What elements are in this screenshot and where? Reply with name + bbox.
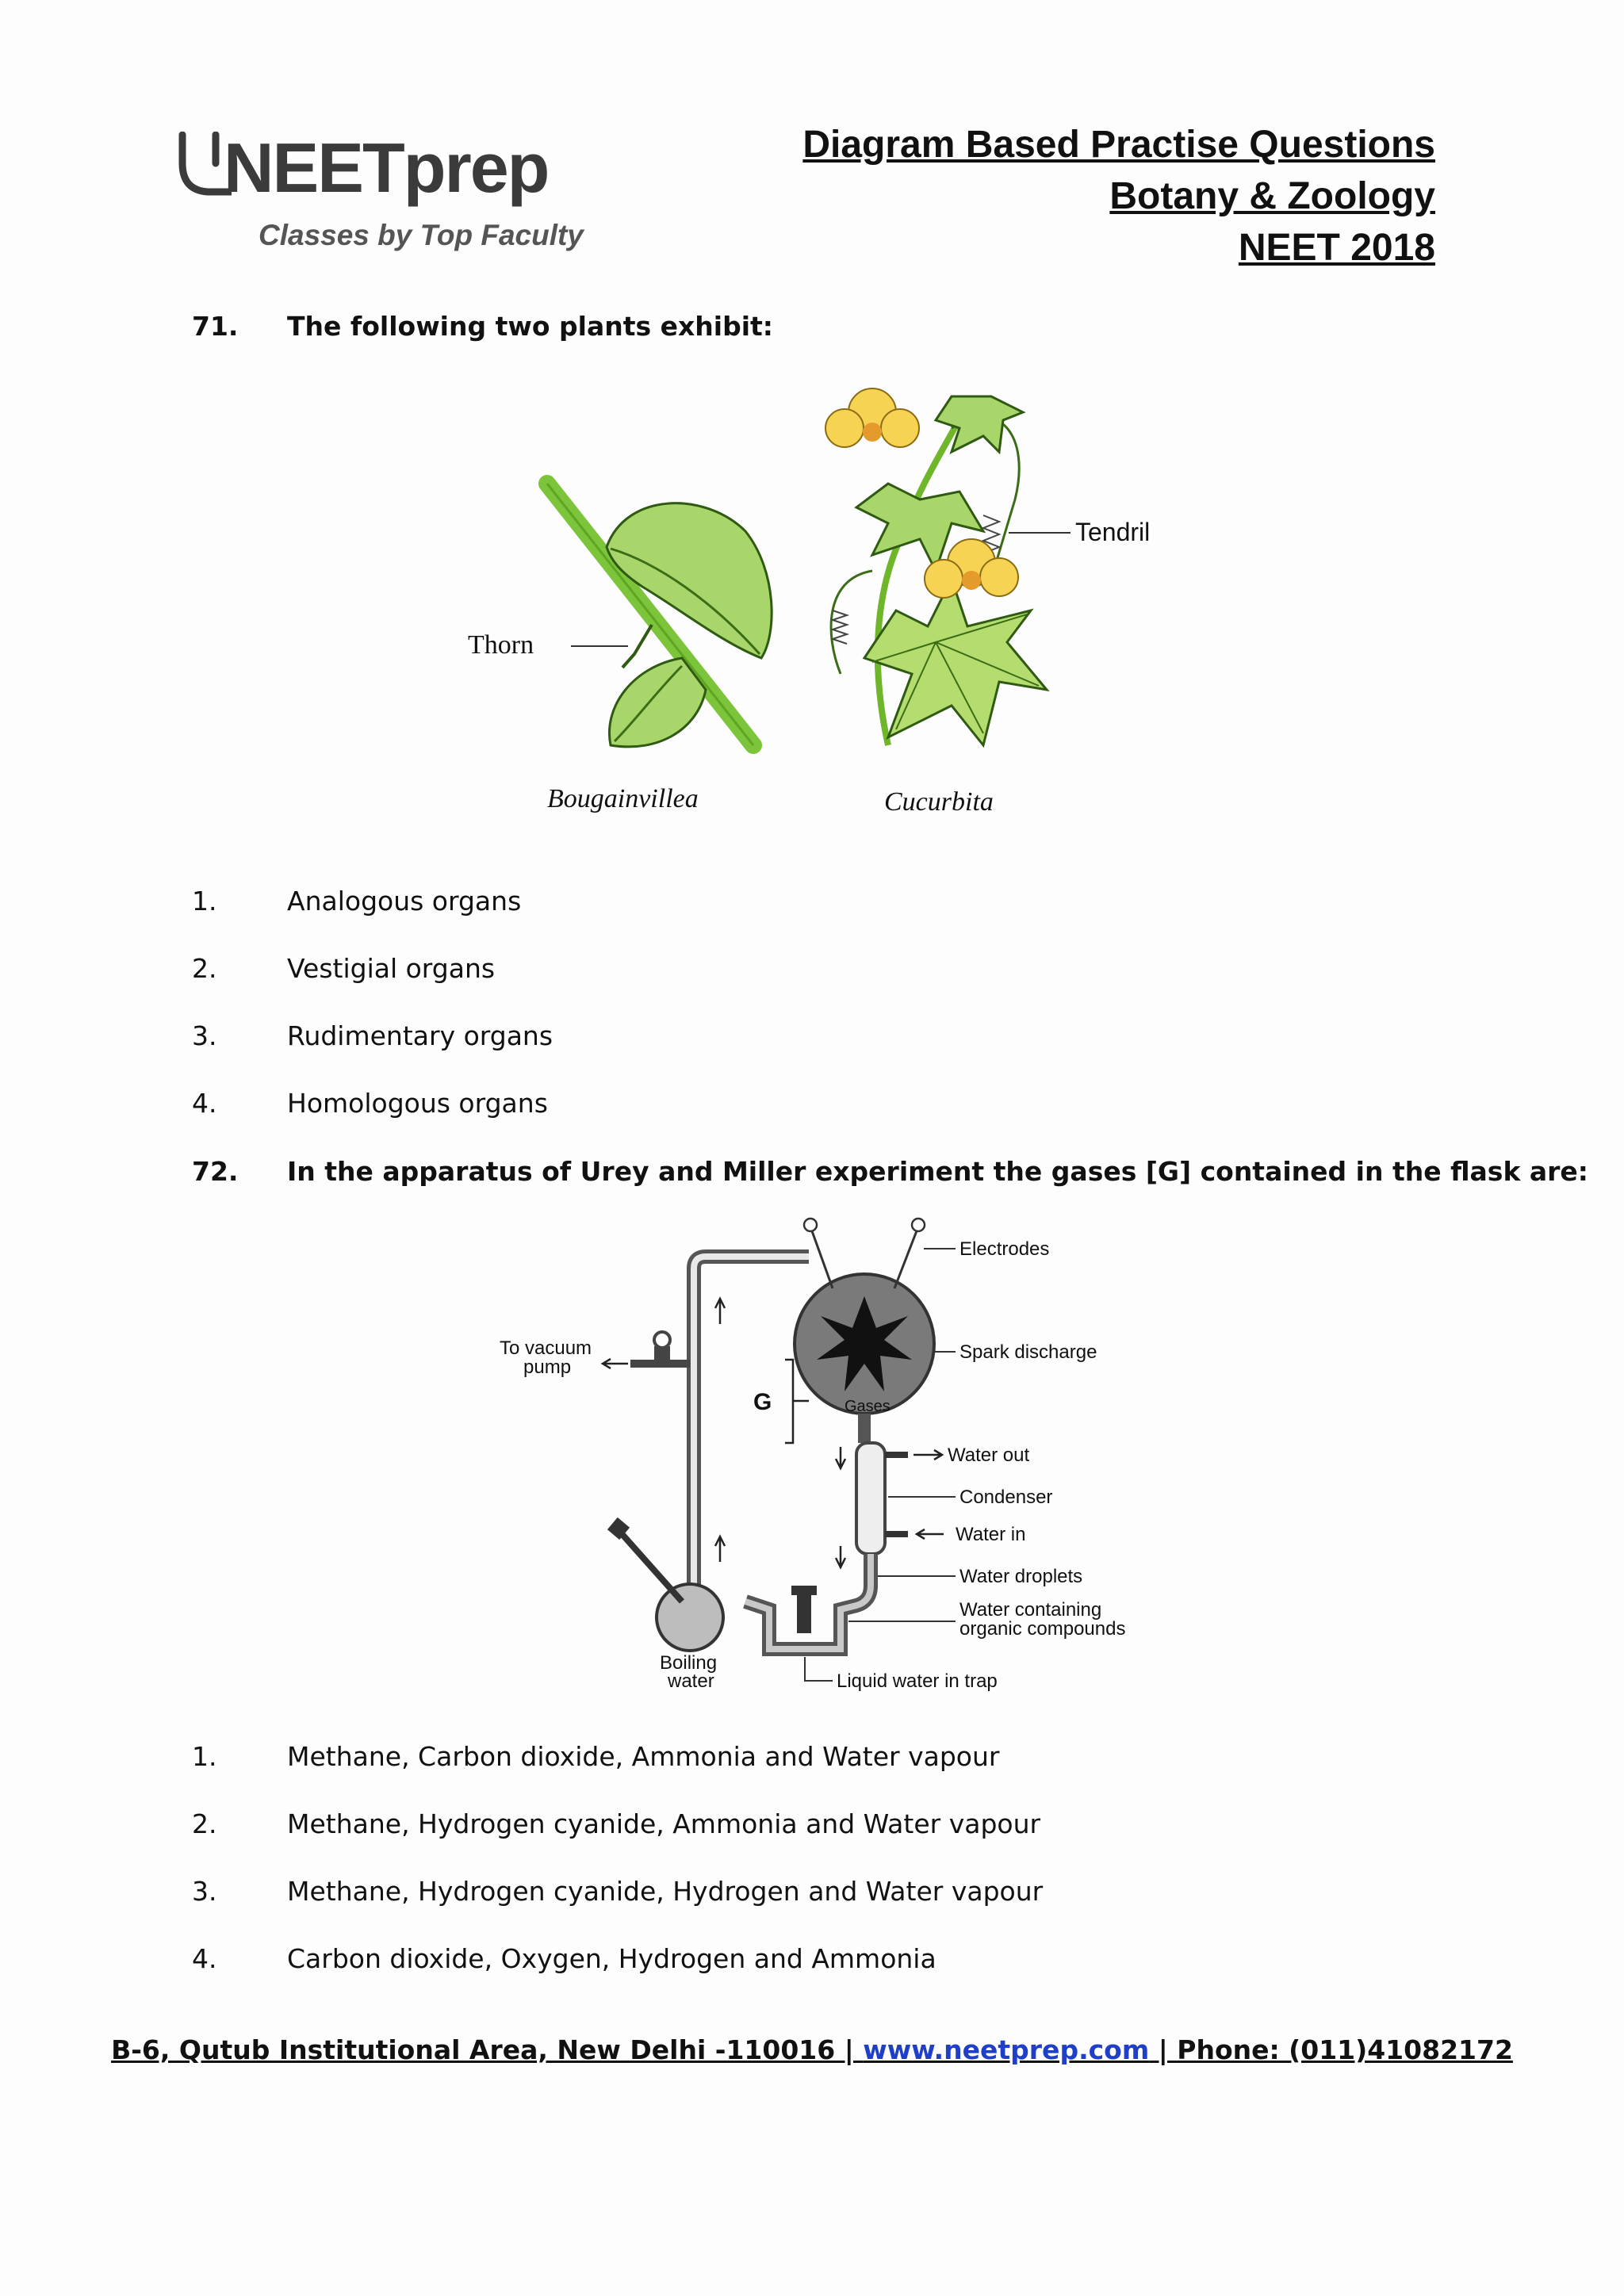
- label-boiling-1: Boiling: [660, 1652, 718, 1674]
- q71-option-4[interactable]: Homologous organs: [287, 1088, 548, 1119]
- label-g: G: [753, 1389, 772, 1415]
- q72-option-3[interactable]: Methane, Hydrogen cyanide, Hydrogen and Water vapour: [287, 1876, 1044, 1907]
- q72-option-2-number: 2.: [192, 1808, 217, 1839]
- q72-option-3-number: 3.: [192, 1876, 217, 1907]
- q72-option-4-number: 4.: [192, 1943, 217, 1974]
- footer-address: B-6, Qutub Institutional Area, New Delhi -110016 |: [111, 2034, 864, 2065]
- label-water-out: Water out: [948, 1445, 1030, 1466]
- logo-text-prep: prep: [403, 128, 549, 207]
- q72-option-1-number: 1.: [192, 1741, 217, 1772]
- label-gases: Gases: [845, 1398, 891, 1415]
- label-liquid-water-trap: Liquid water in trap: [837, 1670, 998, 1692]
- label-vacuum-1: To vacuum: [500, 1337, 592, 1359]
- q72-option-1[interactable]: Methane, Carbon dioxide, Ammonia and Water vapour: [287, 1741, 1000, 1772]
- question-71-number: 71.: [192, 311, 239, 342]
- label-electrodes: Electrodes: [959, 1238, 1050, 1260]
- footer: [0, 2034, 1624, 2065]
- plants-figure: [444, 373, 1205, 832]
- question-71-text: The following two plants exhibit:: [287, 311, 773, 342]
- q71-option-4-number: 4.: [192, 1088, 217, 1119]
- q71-option-1-number: 1.: [192, 886, 217, 916]
- label-cucurbita: Cucurbita: [884, 787, 994, 817]
- q71-option-3-number: 3.: [192, 1020, 217, 1051]
- neetprep-logo: [176, 127, 588, 262]
- q71-option-2-number: 2.: [192, 953, 217, 984]
- label-vacuum-2: pump: [523, 1357, 572, 1378]
- logo-tagline: Classes by Top Faculty: [259, 219, 584, 251]
- label-bougainvillea: Bougainvillea: [547, 784, 699, 813]
- label-water-droplets: Water droplets: [959, 1566, 1083, 1587]
- footer-phone: | Phone: (011)41082172: [1149, 2034, 1513, 2065]
- document-title: [802, 119, 1435, 274]
- label-organic-2: organic compounds: [959, 1618, 1126, 1640]
- q71-option-1[interactable]: Analogous organs: [287, 886, 522, 916]
- question-72-number: 72.: [192, 1156, 239, 1187]
- logo-text-neet: NEET: [224, 128, 404, 207]
- label-thorn: Thorn: [468, 630, 534, 660]
- title-line-3: NEET 2018: [1238, 227, 1435, 269]
- label-condenser: Condenser: [959, 1487, 1053, 1508]
- q72-option-2[interactable]: Methane, Hydrogen cyanide, Ammonia and Water vapour: [287, 1808, 1041, 1839]
- flower-icon: [825, 388, 919, 447]
- q72-option-4[interactable]: Carbon dioxide, Oxygen, Hydrogen and Ammonia: [287, 1943, 936, 1974]
- label-tendril: Tendril: [1075, 518, 1151, 546]
- label-boiling-2: water: [668, 1670, 714, 1692]
- q71-option-3[interactable]: Rudimentary organs: [287, 1020, 553, 1051]
- q71-option-2[interactable]: Vestigial organs: [287, 953, 496, 984]
- urey-miller-apparatus: [492, 1213, 1142, 1705]
- label-organic-1: Water containing: [959, 1599, 1102, 1621]
- title-line-2: Botany & Zoology: [1109, 175, 1435, 217]
- label-water-in: Water in: [956, 1524, 1026, 1545]
- label-spark-discharge: Spark discharge: [959, 1341, 1097, 1363]
- footer-website-link[interactable]: www.neetprep.com: [863, 2034, 1150, 2065]
- title-line-1: Diagram Based Practise Questions: [802, 124, 1435, 166]
- question-72-text: In the apparatus of Urey and Miller experiment the gases [G] contained in the flask are:: [287, 1156, 1589, 1187]
